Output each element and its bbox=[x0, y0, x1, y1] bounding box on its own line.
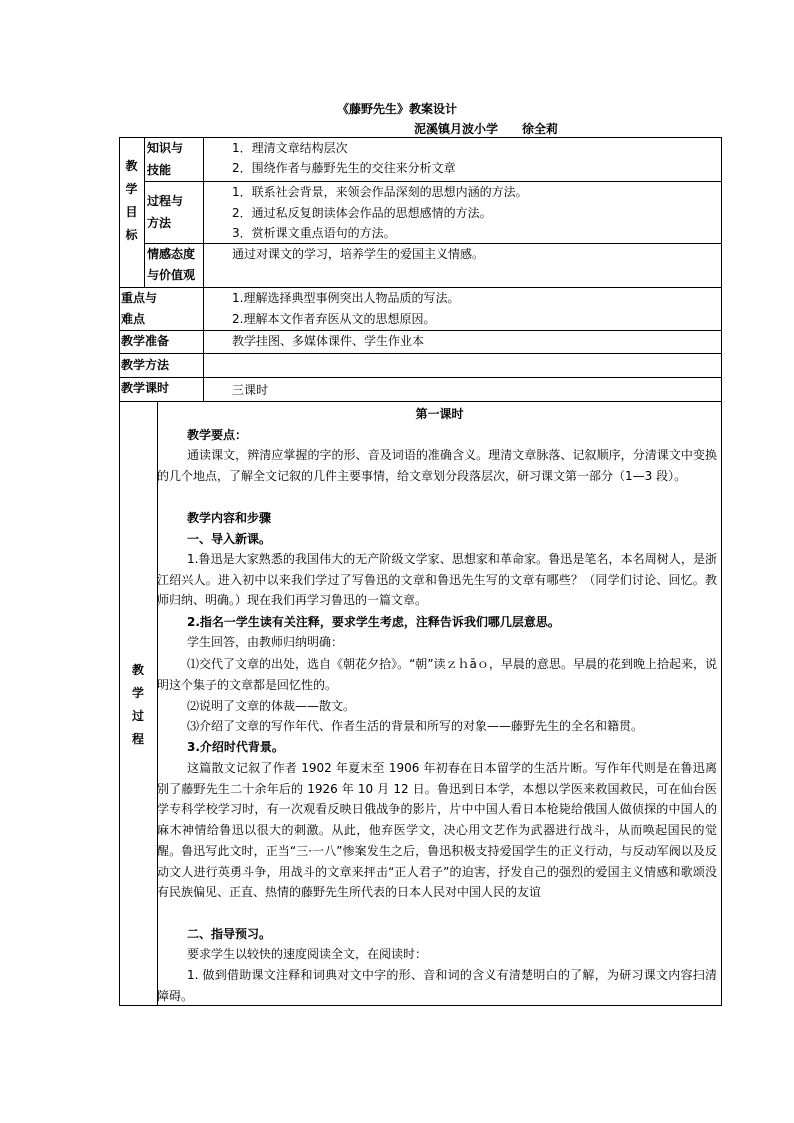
process-item: 1．联系社会背景，来领会作品深刻的思想内涵的方法。 bbox=[232, 185, 528, 199]
col-divider bbox=[203, 137, 204, 401]
process-item: 2．通过私反复朗读体会作品的思想感情的方法。 bbox=[232, 206, 492, 220]
teaching-process-label: 教 学 过 程 bbox=[131, 663, 144, 746]
section-heading: 3.介绍时代背景。 bbox=[187, 740, 284, 754]
keypoints-label-line1: 重点与 bbox=[121, 291, 158, 305]
paragraph: 这篇散文记叙了作者 1902 年夏末至 1906 年初春在日本留学的生活片断。写作年代则是在鲁迅离别了藤野先生二十余年后的 1926 年 10 月 12 日。鲁迅到日本学，本想以学医来救国救民，可在仙台医学专科学校学习时，有一次观看反映日俄战争的影片，片中中国人看日本枪毙给俄国人做侦探的中国人的麻木神情给鲁迅以很大的刺激。从此，他弃医学文，决心用文艺作为武器进行战斗，从而唤起国民的觉醒。鲁迅写此文时，正当“三·一八”惨案发生之后，鲁迅积极支持爱国学生的正义行动，与反动军阀以及反动文人进行英勇斗争，用战斗的文章来抨击“正人君子”的迫害，抒发自己的强烈的爱国主义情感和歌颂没有民族偏见、正直、热情的藤野先生所代表的日本人民对中国人民的友谊 bbox=[157, 761, 717, 900]
section-heading: 一、导入新课。 bbox=[187, 532, 272, 546]
author-line: 泥溪镇月波小学 徐全莉 bbox=[414, 122, 559, 136]
paragraph: ⑵说明了文章的体裁——散文。 bbox=[187, 699, 356, 713]
prep-text: 教学挂图、多媒体课件、学生作业本 bbox=[232, 334, 425, 348]
objectives-label: 教 学 目 标 bbox=[125, 159, 138, 242]
process-item: 3．赏析课文重点语句的方法。 bbox=[232, 226, 396, 240]
col-divider bbox=[144, 137, 145, 287]
knowledge-item: 2．围绕作者与藤野先生的交往来分析文章 bbox=[232, 161, 456, 175]
section-heading: 教学内容和步骤 bbox=[187, 511, 272, 525]
process-label-line1: 过程与 bbox=[147, 194, 184, 208]
paragraph: 1. 做到借助课文注释和词典对文中字的形、音和词的含义有清楚明白的了解，为研习课文内容扫清障碍。 bbox=[157, 968, 717, 1003]
emotion-text: 通过对课文的学习，培养学生的爱国主义情感。 bbox=[232, 247, 485, 261]
keypoint-item: 1.理解选择典型事例突出人物品质的写法。 bbox=[232, 291, 460, 305]
keypoints-label-line2: 难点 bbox=[121, 312, 146, 326]
row-divider bbox=[119, 401, 722, 402]
paragraph: ⑶介绍了文章的写作年代、作者生活的背景和所写的对象——藤野先生的全名和籍贯。 bbox=[187, 719, 644, 733]
prep-label: 教学准备 bbox=[121, 334, 170, 348]
process-label-line2: 方法 bbox=[147, 216, 172, 230]
emotion-label-line2: 与价值观 bbox=[147, 268, 196, 282]
hours-text: 三课时 bbox=[232, 383, 269, 397]
row-divider bbox=[119, 377, 722, 378]
method-label: 教学方法 bbox=[121, 358, 170, 372]
knowledge-label-line1: 知识与 bbox=[147, 141, 184, 155]
lesson-heading: 第一课时 bbox=[415, 407, 464, 421]
knowledge-label-line2: 技能 bbox=[147, 163, 172, 177]
section-heading: 二、指导预习。 bbox=[187, 927, 272, 941]
table-border-top bbox=[119, 137, 722, 138]
hours-label: 教学课时 bbox=[121, 381, 170, 395]
paragraph: 2.指名一学生读有关注释，要求学生考虑，注释告诉我们哪几层意思。 bbox=[187, 615, 560, 629]
paragraph: ⑴交代了文章的出处，选自《朝花夕拾》。“朝”读ｚｈāｏ，早晨的意思。早晨的花到晚上拾起来，说明这个集子的文章都是回忆性的。 bbox=[157, 657, 717, 692]
section-heading: 教学要点： bbox=[187, 428, 248, 442]
paragraph: 通读课文，辨清应掌握的字的形、音及词语的准确含义。理清文章脉落、记叙顺序，分清课文中变换的几个地点，了解全文记叙的几件主要事情，给文章划分段落层次，研习课文第一部分（1—3 段）。 bbox=[157, 448, 717, 483]
row-divider bbox=[119, 353, 722, 354]
document-title: 《藤野先生》教案设计 bbox=[336, 102, 457, 116]
paragraph: 要求学生以较快的速度阅读全文，在阅读时： bbox=[187, 947, 428, 961]
paragraph: 学生回答，由教师归纳明确： bbox=[187, 635, 344, 649]
paragraph: 1.鲁迅是大家熟悉的我国伟大的无产阶级文学家、思想家和革命家。鲁迅是笔名，本名周树人，是浙江绍兴人。进入初中以来我们学过了写鲁迅的文章和鲁迅先生写的文章有哪些？（同学们讨论、回忆。教师归纳、明确。）现在我们再学习鲁迅的一篇文章。 bbox=[157, 552, 717, 608]
table-border-right bbox=[721, 137, 722, 1006]
knowledge-item: 1．理清文章结构层次 bbox=[232, 141, 348, 155]
keypoint-item: 2.理解本文作者弃医从文的思想原因。 bbox=[232, 312, 436, 326]
emotion-label-line1: 情感态度 bbox=[147, 247, 196, 261]
table-border-left bbox=[119, 137, 120, 1006]
